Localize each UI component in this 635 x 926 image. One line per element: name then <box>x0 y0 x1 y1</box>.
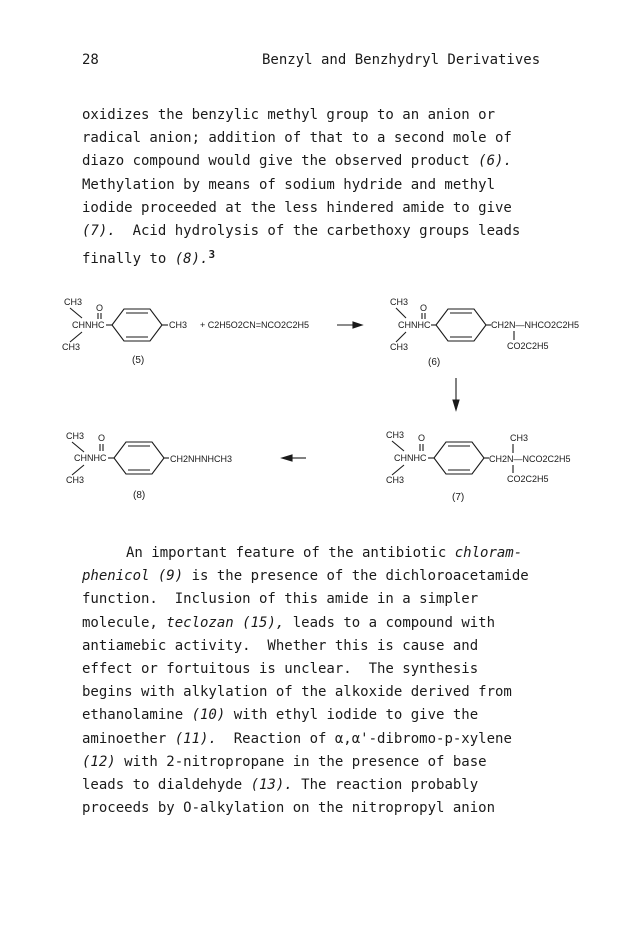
text-line: oxidizes the benzylic methyl group to an anion or <box>82 107 496 123</box>
text-span: finally to <box>82 251 175 268</box>
text-line: iodide proceeded at the less hindered amide to give <box>82 199 512 216</box>
text-line <box>82 774 582 797</box>
methyl-label: CH3 <box>386 475 405 485</box>
amide-label: CHNHC <box>72 320 105 330</box>
benzene-ring <box>434 442 484 474</box>
compound-ref: (11). <box>174 730 217 747</box>
running-title: Benzyl and Benzhydryl Derivatives <box>262 52 541 68</box>
text-span: diazo compound would give the observed product <box>82 153 479 170</box>
text-span: An important feature of the antibiotic <box>126 545 455 561</box>
text-line: effect or fortuitous is unclear. The synthesis <box>82 661 479 678</box>
bond <box>396 308 406 318</box>
text-span: with 2-nitropropane in the presence of base <box>115 753 487 770</box>
oxygen-label: O <box>96 303 104 313</box>
amide-label: CHNHC <box>394 453 427 463</box>
methyl-label: CH3 <box>510 433 529 443</box>
text-span: is the presence of the dichloroacetamide <box>183 568 529 585</box>
page-number: 28 <box>82 52 99 68</box>
compound-6 <box>390 297 579 368</box>
reagent-label: + C2H5O2CN=NCO2C2H5 <box>200 320 310 330</box>
reaction-scheme <box>0 288 635 518</box>
text-line: begins with alkylation of the alkoxide derived from <box>82 684 512 701</box>
bond <box>70 332 82 342</box>
text-line: proceeds by O-alkylation on the nitropropyl anion <box>82 800 496 817</box>
text-span: leads to a compound with <box>284 614 496 631</box>
benzene-ring <box>114 442 164 474</box>
carbethoxy-label: CO2C2H5 <box>507 341 549 351</box>
bond <box>70 308 82 318</box>
bond <box>396 332 406 342</box>
arrow-right <box>337 322 362 328</box>
compound-label: (7) <box>452 492 465 503</box>
text-span: ethanolamine <box>82 707 192 724</box>
methyl-label: CH3 <box>390 342 409 352</box>
text-line: radical anion; addition of that to a second mole of <box>82 130 512 147</box>
compound-label: (6) <box>428 357 441 368</box>
methyl-label: CH3 <box>66 431 85 441</box>
methyl-label: CH3 <box>62 342 81 352</box>
text-line: Methylation by means of sodium hydride and methyl <box>82 176 496 193</box>
substituent-label: CH2NHNHCH3 <box>170 454 233 464</box>
oxygen-label: O <box>98 433 106 443</box>
arrow-left <box>282 455 306 461</box>
drug-name: teclozan (15), <box>166 614 285 631</box>
text-line <box>82 220 582 243</box>
bond <box>392 441 404 451</box>
compound-7 <box>386 430 571 503</box>
text-span: with ethyl iodide to give the <box>225 707 479 724</box>
text-line <box>82 612 582 635</box>
compound-ref: (10) <box>191 707 226 724</box>
compound-5 <box>62 297 187 366</box>
benzene-ring <box>112 309 162 341</box>
compound-label: (8) <box>133 490 146 501</box>
text-line <box>82 751 582 774</box>
substituent-label: CH2N—NHCO2C2H5 <box>491 320 580 330</box>
methyl-label: CH3 <box>386 430 405 440</box>
drug-name: chloram- <box>454 545 523 561</box>
amide-label: CHNHC <box>398 320 431 330</box>
paragraph-1 <box>82 104 582 271</box>
text-span: Reaction of α,α'-dibromo-p-xylene <box>216 730 512 747</box>
arrow-down <box>453 378 459 410</box>
compound-ref: (7). <box>82 223 116 240</box>
text-line <box>82 243 582 271</box>
text-line: antiamebic activity. Whether this is cause and <box>82 637 479 654</box>
text-span: molecule, <box>82 614 167 631</box>
amide-label: CHNHC <box>74 453 107 463</box>
bond <box>72 465 84 475</box>
text-span: leads to dialdehyde <box>82 777 251 794</box>
methyl-label: CH3 <box>64 297 83 307</box>
methyl-label: CH3 <box>66 475 85 485</box>
text-line <box>82 728 582 751</box>
compound-ref: (12) <box>82 753 116 770</box>
carbethoxy-label: CO2C2H5 <box>507 474 549 484</box>
reference-superscript: 3 <box>208 248 216 262</box>
substituent-label: CH2N—NCO2C2H5 <box>489 454 571 464</box>
paragraph-2 <box>82 542 582 820</box>
text-line <box>82 150 582 173</box>
text-line <box>82 542 582 565</box>
bond <box>392 465 404 475</box>
methyl-label: CH3 <box>390 297 409 307</box>
text-span: Acid hydrolysis of the carbethoxy groups leads <box>115 223 521 240</box>
benzene-ring <box>436 309 486 341</box>
compound-8 <box>66 431 232 501</box>
text-line <box>82 565 582 588</box>
compound-ref: (6). <box>478 153 512 170</box>
compound-ref: (9) <box>149 568 184 585</box>
text-line: function. Inclusion of this amide in a simpler <box>82 591 479 608</box>
text-span: aminoether <box>82 730 175 747</box>
compound-label: (5) <box>132 355 145 366</box>
text-span: The reaction probably <box>292 777 479 794</box>
text-line <box>82 704 582 727</box>
oxygen-label: O <box>420 303 428 313</box>
oxygen-label: O <box>418 433 426 443</box>
drug-name: phenicol <box>82 568 150 585</box>
bond <box>72 442 84 452</box>
compound-ref: (13). <box>250 777 293 794</box>
substituent-label: CH3 <box>169 320 188 330</box>
compound-ref: (8). <box>174 251 209 268</box>
